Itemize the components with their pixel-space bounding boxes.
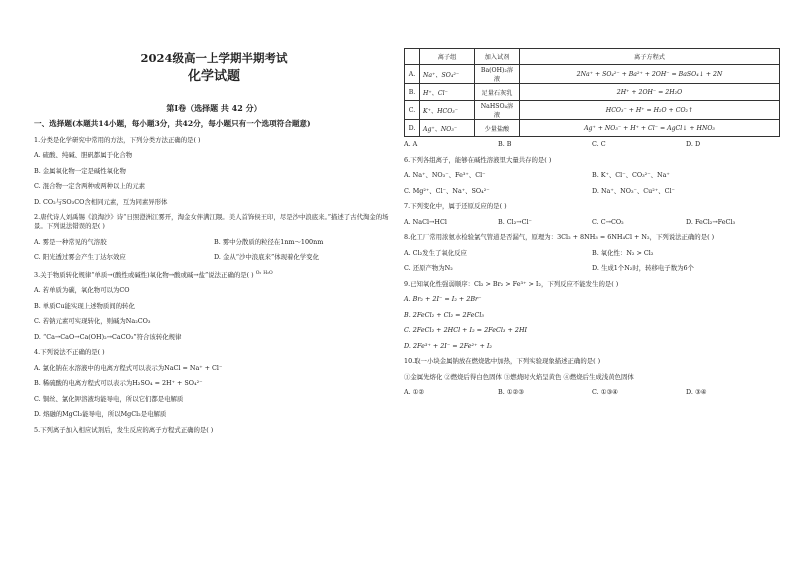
table-cell-label: B. (405, 84, 420, 101)
q2-option-a: A. 雾是一种常见的气溶胶 (34, 237, 107, 246)
table-row (405, 101, 780, 120)
q5-option-b: B. B (498, 140, 512, 148)
q8-option-d: D. 生成1个N₂时，转移电子数为6个 (592, 264, 694, 272)
q3-option-d: D. “Ca→CaO→Ca(OH)₂→CaCO₃”符合该转化规律 (34, 332, 182, 341)
q5-answer-row (404, 140, 780, 149)
table-header-reagent: 加入试剂 (475, 49, 520, 65)
q6-option-c: C. Mg²⁺、Cl⁻、Na⁺、SO₄²⁻ (404, 186, 490, 195)
q9-option-c: C. 2FeCl₂ + 2HCl + I₂ = 2FeCl₃ + 2HI (404, 326, 528, 334)
q2-option-c: C. 阳光透过雾会产生丁达尔效应 (34, 253, 126, 261)
q3-option-c: C. 若钠元素可实现转化，则碱为Na₂CO₃ (34, 317, 151, 326)
q1-option-c: C. 混合物一定含两种或两种以上的元素 (34, 182, 145, 190)
q9-option-d: D. 2Fe³⁺ + 2I⁻ = 2Fe²⁺ + I₂ (404, 341, 492, 350)
q8-option-c: C. 还原产物为N₂ (404, 264, 453, 272)
question-5-stem: 5.下列离子加入相应试剂后，发生反应的离子方程式正确的是( ) (34, 425, 214, 434)
q6-options-row-2 (404, 187, 780, 196)
q7-options-row (404, 218, 780, 227)
q7-option-c: C. C→CO₂ (592, 217, 624, 226)
left-column (34, 50, 394, 435)
table-cell-label: C. (405, 101, 420, 120)
table-cell-label: D. (405, 120, 420, 137)
q5-option-d: D. D (686, 140, 701, 148)
q5-option-c: C. C (592, 140, 606, 148)
q3-option-b: B. 单质Cu能实现上述物质间的转化 (34, 301, 135, 310)
q8-option-a: A. Cl₂发生了氧化反应 (404, 248, 467, 257)
q8-options-row-2 (404, 264, 780, 273)
q1-option-b: B. 金属氧化物一定是碱性氧化物 (34, 166, 126, 175)
q10-options-row (404, 388, 780, 397)
table-cell-ions: H⁺、Cl⁻ (420, 84, 475, 101)
q8-options-row-1 (404, 249, 780, 258)
exam-title: 2024级高一上学期半期考试 (140, 51, 288, 65)
table-cell-reagent: 少量盐酸 (475, 120, 520, 137)
table-cell-equation: 2H⁺ + 2OH⁻ = 2H₂O (520, 84, 780, 101)
q3-stem-text: 3.关于物质转化规律“单质→(酸性或碱性)氧化物→酸或碱→盐”说法正确的是( ) (34, 270, 254, 279)
q6-option-b: B. K⁺、Cl⁻、CO₃²⁻、Na⁺ (592, 171, 670, 179)
q7-option-b: B. Cl₂→Cl⁻ (498, 217, 532, 226)
table-row (405, 120, 780, 137)
table-cell-equation: 2Na⁺ + SO₄²⁻ + Ba²⁺ + 2OH⁻ = BaSO₄↓ + 2N (520, 65, 780, 84)
table-cell-equation: HCO₃⁻ + H⁺ = H₂O + CO₂↑ (520, 101, 780, 120)
q7-option-a: A. NaCl→HCl (404, 217, 447, 226)
q7-option-d: D. FeCl₂→FeCl₃ (686, 217, 736, 226)
q9-option-b: B. 2FeCl₂ + Cl₂ = 2FeCl₃ (404, 310, 484, 319)
question-10-stem: 10.取一小块金属钠放在燃烧匙中加热，下列实验现象描述正确的是( ) (404, 357, 601, 365)
table-cell-ions: K⁺、HCO₃⁻ (420, 101, 475, 120)
q10-option-d: D. ③④ (686, 388, 707, 396)
q4-option-d: D. 熔融的MgCl₂能导电，所以MgCl₂是电解质 (34, 410, 167, 419)
q2-option-d: D. 金从“沙中浪底来”体现着化学变化 (214, 253, 319, 261)
q10-option-a: A. ①② (404, 388, 425, 396)
question-8-stem: 8.化工厂常用浓氨水检验氯气管道是否漏气，原理为：3Cl₂ + 8NH₃ = 6NH₄Cl + N₂，下列说法正确的是( ) (404, 233, 715, 241)
table-header-equation: 离子方程式 (520, 49, 780, 65)
q2-options-row-1 (34, 238, 394, 247)
ion-equation-table (404, 48, 780, 137)
question-3-stem (34, 269, 394, 280)
q2-options-row-2 (34, 253, 394, 262)
table-header-row (405, 49, 780, 65)
q3-option-a: A. 若单质为碳，氧化物可以为CO (34, 286, 130, 295)
q5-option-a: A. A (404, 140, 418, 148)
question-4-stem: 4.下列说法不正确的是( ) (34, 348, 105, 357)
q2-option-b: B. 雾中分散质的粒径在1nm～100nm (214, 237, 324, 246)
q3-over-label-1: O₂ (255, 270, 262, 276)
q6-options-row-1 (404, 171, 780, 180)
q4-option-b: B. 稀硫酸的电离方程式可以表示为H₂SO₄ = 2H⁺ + SO₄²⁻ (34, 379, 203, 388)
table-cell-reagent: Ba(OH)₂溶液 (475, 65, 520, 84)
part-heading: 一、选择题(本题共14小题，每小题3分，共42分，每小题只有一个选项符合题意) (34, 119, 311, 128)
q4-option-c: C. 铜丝、氯化钾溶液均能导电，所以它们都是电解质 (34, 394, 184, 403)
table-row (405, 65, 780, 84)
question-9-stem: 9.已知氧化性强弱顺序：Cl₂ > Br₂ > Fe³⁺ > I₂，下列反应不能发生的是( ) (404, 279, 619, 288)
q3-over-label-2: H₂O (263, 270, 273, 276)
q10-statements: ①金属先熔化 ②燃烧后得白色固体 ③燃烧时火焰呈黄色 ④燃烧后生成浅黄色固体 (404, 372, 634, 381)
table-cell-ions: Ag⁺、NO₃⁻ (420, 120, 475, 137)
question-1-stem: 1.分类是化学研究中常用的方法，下列分类方法正确的是( ) (34, 135, 201, 144)
table-cell-reagent: NaHSO₄溶液 (475, 101, 520, 120)
question-7-stem: 7.下列变化中，属于还原反应的是( ) (404, 202, 507, 210)
table-cell-reagent: 足量石灰乳 (475, 84, 520, 101)
table-cell-ions: Na⁺、SO₄²⁻ (420, 65, 475, 84)
exam-subtitle: 化学试题 (187, 69, 240, 84)
section-title: 第Ⅰ卷（选择题 共 42 分） (166, 103, 262, 113)
right-column (404, 48, 780, 397)
q6-option-a: A. Na⁺、NO₃⁻、Fe³⁺、Cl⁻ (404, 171, 486, 179)
table-header-blank (405, 49, 420, 65)
q10-option-c: C. ①③④ (592, 388, 618, 396)
q6-option-d: D. Na⁺、NO₃⁻、Cu²⁺、Cl⁻ (592, 186, 675, 195)
question-6-stem: 6.下列各组离子，能够在碱性溶液里大量共存的是( ) (404, 155, 552, 164)
table-cell-equation: Ag⁺ + NO₃⁻ + H⁺ + Cl⁻ = AgCl↓ + HNO₃ (520, 120, 780, 137)
q1-option-d: D. CO₂与SO₃CO含相同元素，互为同素异形体 (34, 197, 168, 206)
q8-option-b: B. 氧化性：N₂ > Cl₂ (592, 248, 654, 257)
question-2-stem: 2.唐代诗人刘禹锡《浪淘沙》诗“日照澄洲江雾开，淘金女伴满江隈。美人首饰侯王印，尽是沙中浪底来。”描述了古代淘金的场景。下列说法错误的是( ) (34, 213, 389, 230)
q10-option-b: B. ①②③ (498, 388, 524, 396)
table-row (405, 84, 780, 101)
table-header-ions: 离子组 (420, 49, 475, 65)
q1-option-a: A. 硫酸、纯碱、胆矾都属于化合物 (34, 151, 133, 159)
table-cell-label: A. (405, 65, 420, 84)
q4-option-a: A. 氯化钠在水溶液中的电离方程式可以表示为NaCl = Na⁺ + Cl⁻ (34, 363, 223, 372)
q9-option-a: A. Br₂ + 2I⁻ = I₂ + 2Br⁻ (404, 295, 482, 303)
